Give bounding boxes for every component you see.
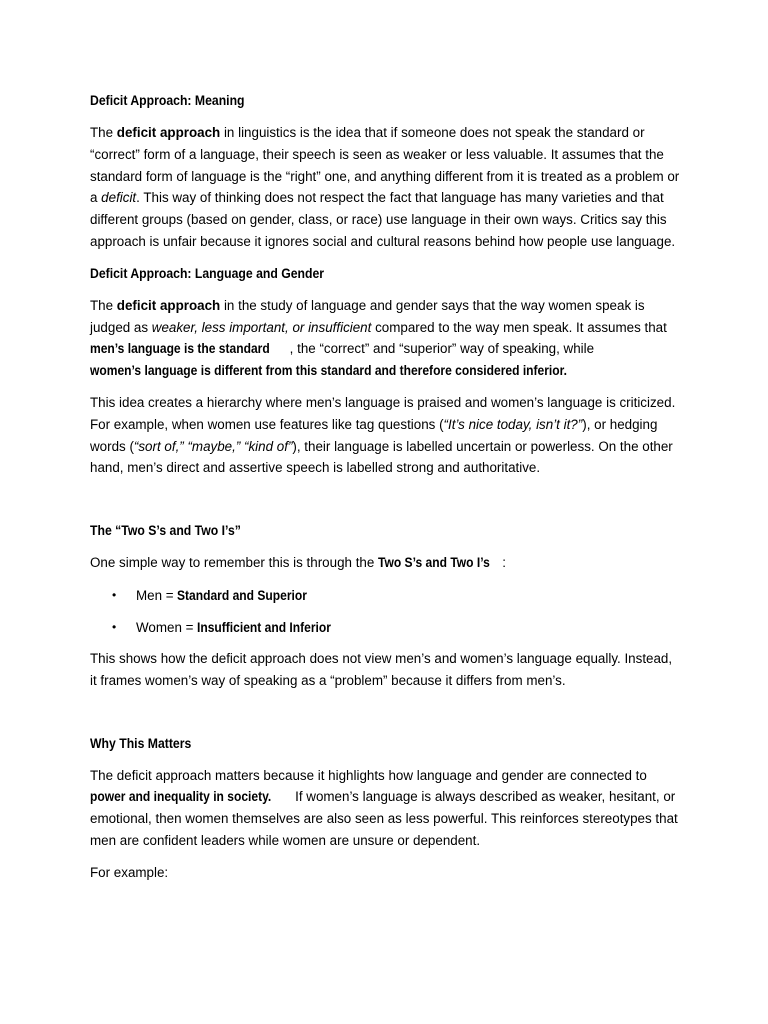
list-item xyxy=(90,616,680,639)
bullet-icon: • xyxy=(112,619,117,634)
bullet-value: Standard and Superior xyxy=(177,587,308,603)
italic-term: deficit xyxy=(101,190,137,206)
bold-term: deficit approach xyxy=(116,297,221,313)
document-page xyxy=(90,90,680,894)
paragraph-language-gender xyxy=(90,295,680,382)
text: ), their language is labelled uncertain or powerless. On the other hand, men’s direct and assertive speech is labelled strong and authoritative. xyxy=(90,438,673,476)
bullet-label: Women = xyxy=(136,619,198,635)
text: The xyxy=(90,297,117,313)
bold-phrase: power and inequality in society. xyxy=(90,789,272,805)
bold-phrase: Two S’s and Two I’s xyxy=(378,555,490,571)
heading-why-matters: Why This Matters xyxy=(90,735,192,751)
text: in the study of language and gender says that the way women speak is judged as xyxy=(90,297,645,335)
text: : xyxy=(502,555,507,571)
italic-phrase: weaker, less important, or insufficient xyxy=(151,319,372,335)
bullet-label: Men = xyxy=(136,587,178,603)
text: This idea creates a hierarchy where men’s language is praised and women’s language is criticized. For example, when women use features like tag questions ( xyxy=(90,394,676,432)
spacer xyxy=(90,702,680,733)
bold-phrase: men’s language is the standard xyxy=(90,341,270,357)
paragraph-meaning xyxy=(90,122,680,253)
italic-example: “It’s nice today, isn’t it?” xyxy=(443,416,583,432)
heading-two-s-two-i: The “Two S’s and Two I’s” xyxy=(90,523,241,539)
text: One simple way to remember this is through the xyxy=(90,555,379,571)
italic-example: “sort of,” “maybe,” “kind of” xyxy=(133,438,293,454)
text: . This way of thinking does not respect the fact that language has many varieties and that different groups (based on gender, class, or race) use language in their own ways. Critics say this approach is unfair because it ignores social and cultural reasons behind how people use language. xyxy=(90,190,676,249)
paragraph-for-example: For example: xyxy=(90,864,169,880)
bold-phrase: women’s language is different from this standard and therefore considered inferior. xyxy=(90,363,568,379)
bullet-value: Insufficient and Inferior xyxy=(197,619,332,635)
heading-meaning: Deficit Approach: Meaning xyxy=(90,93,245,108)
spacer xyxy=(90,489,680,520)
bullet-icon: • xyxy=(112,587,117,602)
list-item xyxy=(90,584,680,607)
text: in linguistics is the idea that if someone does not speak the standard or “correct” form of a language, their speech is seen as weaker or less valuable. It assumes that the standard form of language is the “right” one, and anything different from it is treated as a problem or a xyxy=(90,125,680,206)
text: The xyxy=(90,125,117,140)
text: If women’s language is always described as weaker, hesitant, or emotional, then women themselves are also seen as less powerful. This reinforces stereotypes that men are confident leaders while women are unsure or dependent. xyxy=(90,789,678,848)
heading-language-gender: Deficit Approach: Language and Gender xyxy=(90,265,325,281)
paragraph-equality: This shows how the deficit approach does not view men’s and women’s language equally. Instead, it frames women’s way of speaking as a “problem” because it differs from men’s. xyxy=(90,650,673,688)
paragraph-hierarchy xyxy=(90,392,680,479)
paragraph-why-matters xyxy=(90,765,680,852)
text: The deficit approach matters because it highlights how language and gender are connected to xyxy=(90,767,647,783)
text: , the “correct” and “superior” way of speaking, while xyxy=(289,341,595,357)
paragraph-intro xyxy=(90,552,680,574)
text: ), or hedging words ( xyxy=(90,416,658,454)
text: compared to the way men speak. It assumes that xyxy=(371,319,667,335)
bullet-list xyxy=(90,584,680,639)
bold-term: deficit approach xyxy=(116,125,221,140)
